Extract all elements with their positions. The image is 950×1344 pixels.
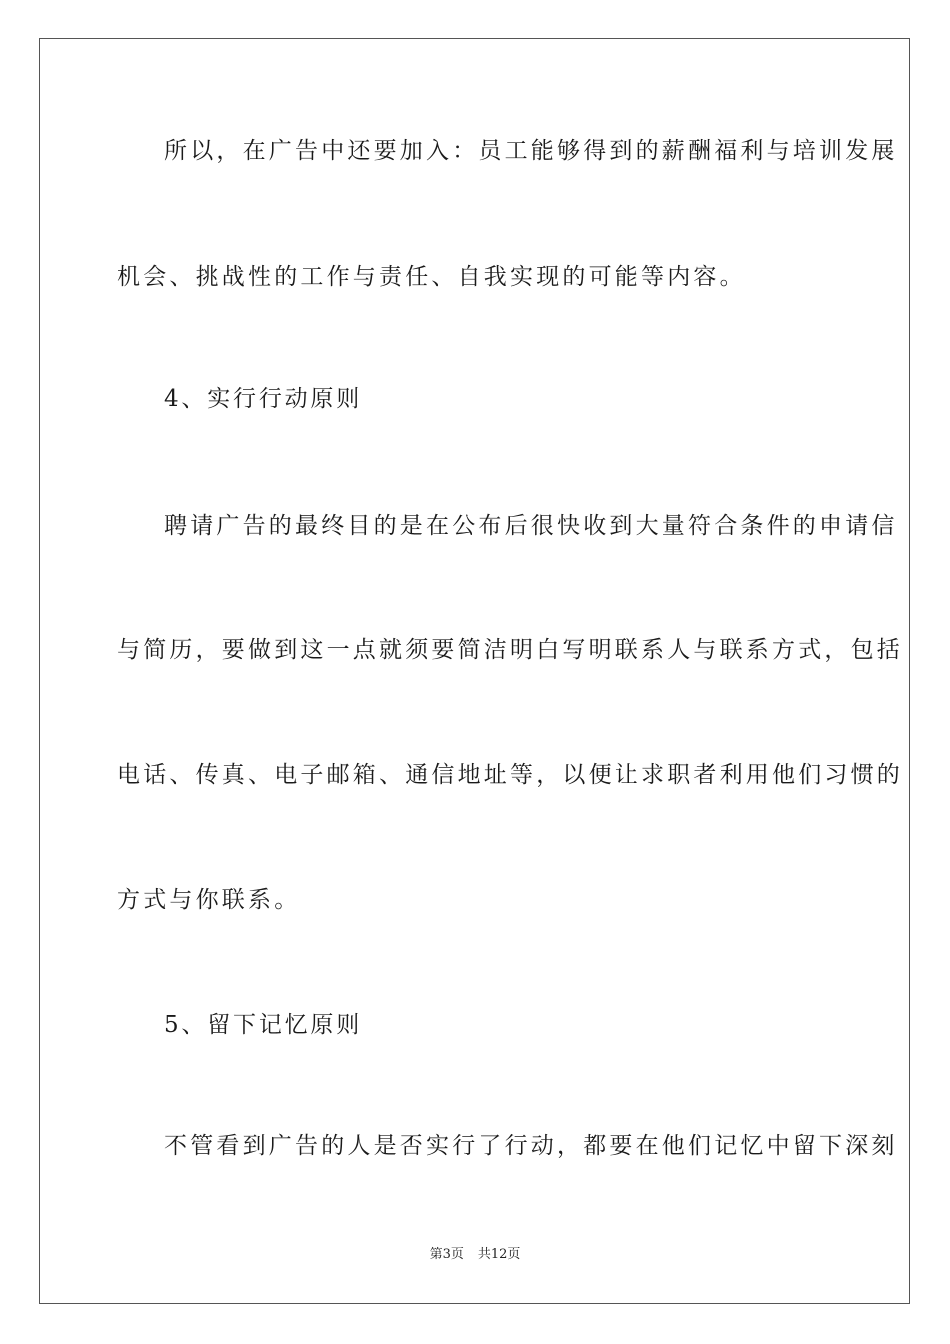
- paragraph-line: 机会、挑战性的工作与责任、自我实现的可能等内容。: [117, 264, 746, 290]
- page-total: 共12页: [477, 1247, 521, 1262]
- page-number: 第3页: [429, 1247, 464, 1262]
- paragraph-line: 所以，在广告中还要加入：员工能够得到的薪酬福利与培训发展: [164, 138, 898, 164]
- section-heading: 4、实行行动原则: [164, 386, 363, 412]
- paragraph-line: 与简历，要做到这一点就须要简洁明白写明联系人与联系方式，包括: [117, 637, 903, 663]
- paragraph-line: 不管看到广告的人是否实行了行动，都要在他们记忆中留下深刻: [164, 1133, 898, 1159]
- paragraph-line: 电话、传真、电子邮箱、通信地址等，以便让求职者利用他们习惯的: [117, 762, 903, 788]
- paragraph-line: 方式与你联系。: [117, 887, 301, 913]
- page-footer: [0, 1246, 950, 1264]
- page-border: [39, 38, 910, 1304]
- paragraph-line: 聘请广告的最终目的是在公布后很快收到大量符合条件的申请信: [164, 513, 898, 539]
- section-heading: 5、留下记忆原则: [164, 1012, 363, 1038]
